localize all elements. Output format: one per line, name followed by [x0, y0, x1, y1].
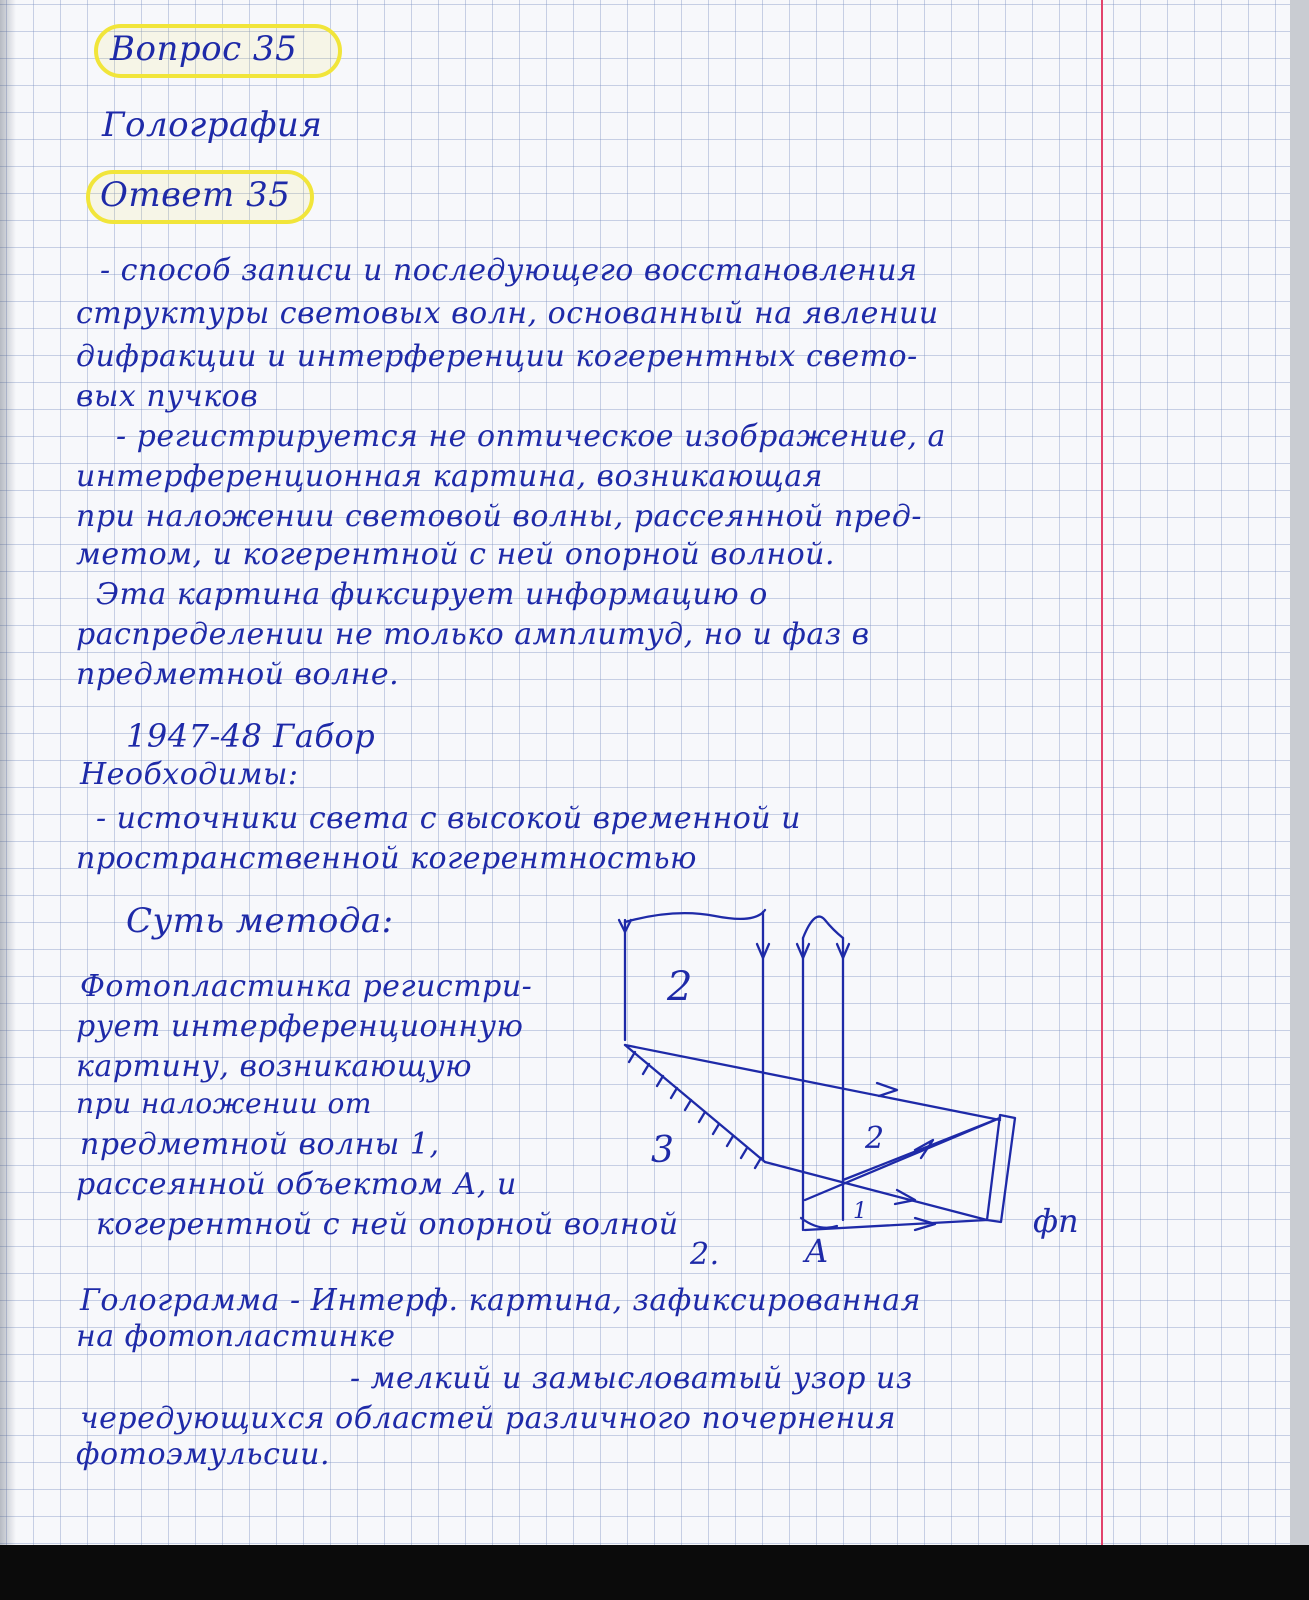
- number-three: 3: [651, 1130, 674, 1171]
- method-line: предметной волны 1,: [80, 1127, 440, 1162]
- definition-line: структуры световых волн, основанный на явлении: [76, 296, 939, 331]
- hologram-line: Голограмма - Интерф. картина, зафиксированная: [80, 1283, 922, 1318]
- wave-top: [625, 910, 765, 922]
- registration-line: предметной волне.: [76, 657, 400, 692]
- method-line: рассеянной объектом А, и: [76, 1167, 517, 1202]
- beam-cap: [803, 917, 843, 938]
- method-line: Фотопластинка регистри-: [80, 969, 533, 1004]
- plate-label: фп: [1033, 1202, 1079, 1240]
- mirror: [625, 1045, 765, 1162]
- wave-label-small: 1: [853, 1199, 867, 1224]
- photoplate: [987, 1115, 1015, 1222]
- wave-label-top: 2: [667, 964, 693, 1010]
- method-line: картину, возникающую: [76, 1049, 473, 1084]
- method-line: когерентной с ней опорной волной: [96, 1207, 679, 1242]
- question-heading: Вопрос 35: [110, 29, 298, 69]
- method-line: 2.: [690, 1237, 720, 1272]
- arrowhead: [877, 1083, 897, 1096]
- registration-line: интерференционная картина, возникающая: [76, 459, 824, 494]
- method-line: при наложении от: [76, 1087, 372, 1120]
- method-title: Суть метода:: [126, 901, 394, 941]
- beam-to-plate-2: [805, 1220, 987, 1230]
- registration-line: метом, и когерентной с ней опорной волной.: [76, 537, 836, 572]
- history-year: 1947-48 Габор: [126, 717, 376, 755]
- page-edge: [1290, 0, 1309, 1600]
- bottom-shadow: [0, 1545, 1309, 1600]
- method-line: рует интерференционную: [76, 1009, 524, 1044]
- hologram-line: - мелкий и замысловатый узор из: [350, 1361, 913, 1396]
- definition-line: - способ записи и последующего восстановления: [100, 253, 918, 288]
- history-needed: Необходимы:: [80, 757, 299, 792]
- definition-line: вых пучков: [76, 379, 259, 414]
- hologram-line: чередующихся областей различного почернения: [80, 1401, 896, 1436]
- definition-line: дифракции и интерференции когерентных свето-: [76, 339, 918, 374]
- hologram-line: на фотопластинке: [76, 1319, 396, 1354]
- history-source: - источники света с высокой временной и: [96, 801, 801, 836]
- history-source: пространственной когерентностью: [76, 841, 697, 876]
- registration-line: распределении не только амплитуд, но и фаз в: [76, 617, 870, 652]
- registration-line: при наложении световой волны, рассеянной пред-: [76, 499, 922, 534]
- topic-heading: Голография: [102, 105, 323, 145]
- answer-heading: Ответ 35: [100, 175, 291, 215]
- registration-line: - регистрируется не оптическое изображение, а: [116, 419, 946, 454]
- hologram-setup-diagram: [615, 900, 1105, 1280]
- object-arc: [801, 1218, 837, 1228]
- wave-label-mid: 2: [865, 1121, 885, 1156]
- margin-line: [1101, 0, 1103, 1545]
- hologram-line: фотоэмульсии.: [76, 1437, 331, 1472]
- registration-line: Эта картина фиксирует информацию о: [96, 577, 768, 612]
- object-label: A: [805, 1232, 829, 1270]
- object-beam: [625, 1045, 1000, 1120]
